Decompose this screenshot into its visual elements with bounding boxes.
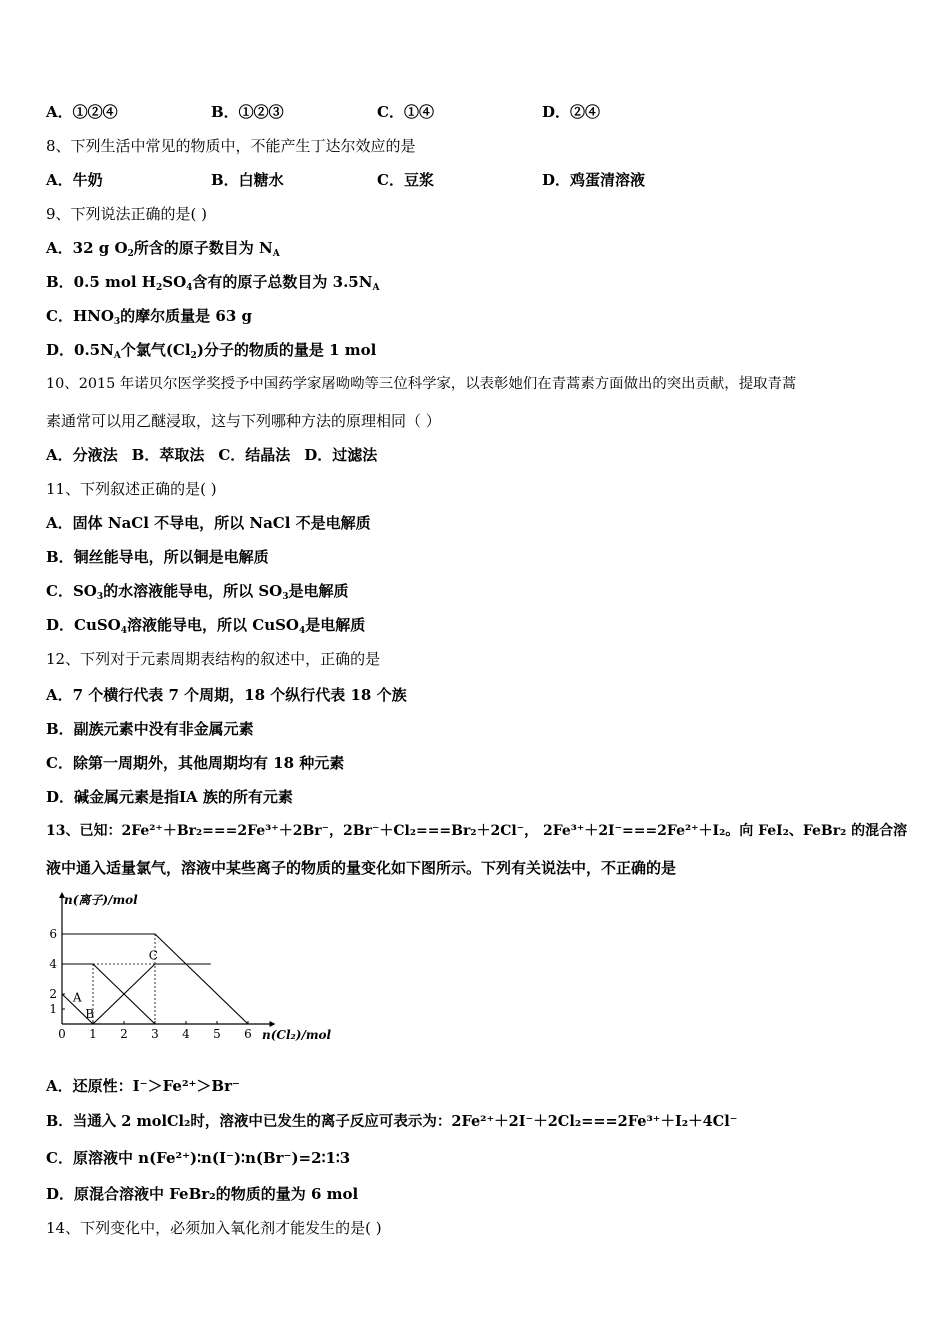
q10-stem-line2: 素通常可以用乙醚浸取，这与下列哪种方法的原理相同（ ） xyxy=(46,412,441,430)
q7-option-b: B．①②③ xyxy=(211,103,284,121)
y-tick-label: 6 xyxy=(49,927,57,941)
q10-option-b: B．萃取法 xyxy=(131,446,205,464)
q10-option-a: A．分液法 xyxy=(46,446,118,464)
curve-label-C: C xyxy=(148,948,158,963)
x-tick-label: 5 xyxy=(213,1027,221,1041)
q7-option-d: D．②④ xyxy=(542,103,601,121)
q12-option-c: C．除第一周期外，其他周期均有 18 种元素 xyxy=(46,754,345,772)
q9-option-d: D．$0.5N_A$个氯气$(Cl_2)$分子的物质的量是 1 mol xyxy=(46,341,377,361)
y-tick-label: 2 xyxy=(49,987,57,1001)
q12-option-d: D．碱金属元素是指ⅠA 族的所有元素 xyxy=(46,788,293,806)
q9-option-b: B．0.5 mol $H_2SO_4$含有的原子总数目为 $3.5N_A$ xyxy=(46,273,380,293)
q11-stem: 11、下列叙述正确的是( ) xyxy=(46,480,217,498)
q11-option-b: B．铜丝能导电，所以铜是电解质 xyxy=(46,548,269,566)
q12-option-b: B．副族元素中没有非金属元素 xyxy=(46,720,254,738)
ion-amount-chart xyxy=(40,888,340,1058)
q8-option-b: B．白糖水 xyxy=(211,171,284,189)
q8-option-d: D．鸡蛋清溶液 xyxy=(542,171,646,189)
q11-option-c: C．$SO_3$的水溶液能导电，所以 $SO_3$是电解质 xyxy=(46,582,349,602)
q8-option-a: A．牛奶 xyxy=(46,171,103,189)
x-axis-arrow xyxy=(270,1021,276,1027)
q9-option-c: C．$HNO_3$的摩尔质量是 63 g xyxy=(46,307,252,327)
curve-label-B: B xyxy=(85,1007,95,1021)
q11-option-d: D．CuSO$_4$溶液能导电，所以 CuSO$_4$是电解质 xyxy=(46,616,366,636)
x-tick-label: 0 xyxy=(58,1027,66,1041)
q10-option-c: C．结晶法 xyxy=(218,446,291,464)
q13-option-b: B．当通入 2 molCl₂时，溶液中已发生的离子反应可表示为：2Fe²⁺＋2I⁻＋2Cl₂===2Fe³⁺＋I₂＋4Cl⁻ xyxy=(46,1113,738,1130)
q14-stem: 14、下列变化中，必须加入氧化剂才能发生的是( ) xyxy=(46,1219,382,1237)
q10-options xyxy=(46,445,391,465)
q9-stem: 9、下列说法正确的是( ) xyxy=(46,205,208,223)
q7-option-c: C．①④ xyxy=(377,103,434,121)
q11-option-a: A．固体 NaCl 不导电，所以 NaCl 不是电解质 xyxy=(46,514,371,532)
q13-stem-line2: 液中通入适量氯气，溶液中某些离子的物质的量变化如下图所示。下列有关说法中，不正确的是 xyxy=(46,859,677,877)
q8-stem: 8、下列生活中常见的物质中，不能产生丁达尔效应的是 xyxy=(46,137,416,155)
x-tick-label: 1 xyxy=(89,1027,97,1041)
x-tick-label: 2 xyxy=(120,1027,128,1041)
q13-option-a: A．还原性：I⁻＞Fe²⁺＞Br⁻ xyxy=(46,1077,240,1095)
q13-option-d: D．原混合溶液中 FeBr₂的物质的量为 6 mol xyxy=(46,1185,359,1203)
q13-option-c: C．原溶液中 n(Fe²⁺)∶n(I⁻)∶n(Br⁻)=2∶1∶3 xyxy=(46,1149,351,1167)
q8-option-c: C．豆浆 xyxy=(377,171,434,189)
y-tick-label: 4 xyxy=(49,957,57,971)
curve-label-A: A xyxy=(72,990,82,1005)
q10-option-d: D．过滤法 xyxy=(304,446,378,464)
y-tick-label: 1 xyxy=(49,1002,57,1016)
q7-option-a: A．①②④ xyxy=(46,103,118,121)
q12-option-a: A．7 个横行代表 7 个周期，18 个纵行代表 18 个族 xyxy=(46,686,407,704)
q10-stem-line1: 10、2015 年诺贝尔医学奖授予中国药学家屠呦呦等三位科学家，以表彰她们在青蒿素方面做出的突出贡献，提取青蒿 xyxy=(46,376,797,392)
x-tick-label: 3 xyxy=(151,1027,159,1041)
q13-stem-line1: 13、已知：2Fe²⁺＋Br₂===2Fe³⁺＋2Br⁻，2Br⁻＋Cl₂===Br₂＋2Cl⁻， 2Fe³⁺＋2I⁻===2Fe²⁺＋I₂。向 FeI₂、FeBr₂ 的混合溶 xyxy=(46,823,908,839)
chart-x-label: n(Cl₂)/mol xyxy=(262,1028,332,1042)
q9-option-a: A．32 g $O_2$所含的原子数目为 $N_A$ xyxy=(46,239,280,259)
x-tick-label: 4 xyxy=(182,1027,190,1041)
x-tick-label: 6 xyxy=(244,1027,252,1041)
series-line-B xyxy=(93,964,211,1024)
q12-stem: 12、下列对于元素周期表结构的叙述中，正确的是 xyxy=(46,650,381,668)
chart-y-label: n(离子)/mol xyxy=(64,893,138,907)
